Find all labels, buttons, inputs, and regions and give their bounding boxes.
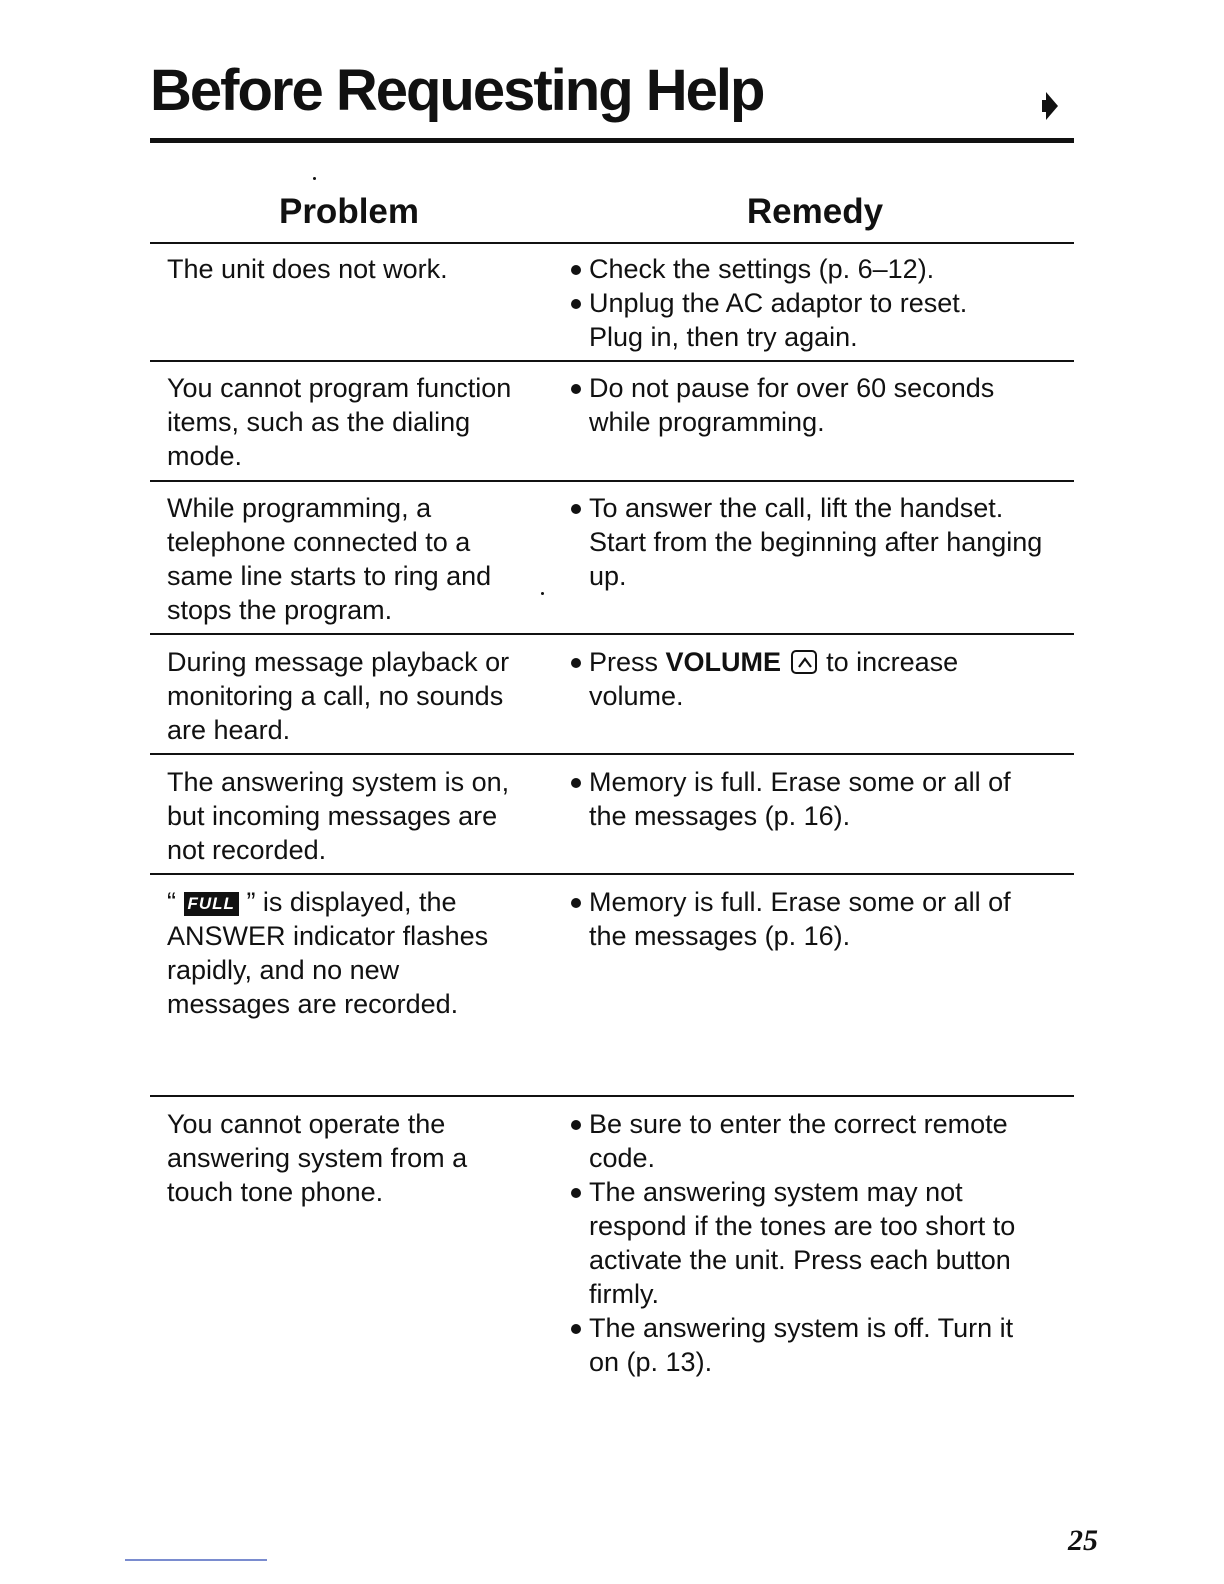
problem-text: The answering system is on, but incoming messages are not recorded. (167, 767, 510, 865)
problem-text (167, 885, 547, 1021)
row-divider (150, 873, 1074, 875)
remedy-column-header: Remedy (746, 192, 884, 231)
list-item (568, 371, 1074, 439)
remedy-text: To answer the call, lift the handset. Start from the beginning after hanging up. (589, 493, 1043, 591)
volume-up-key-icon (791, 650, 817, 674)
remedy-list (568, 645, 1074, 713)
problem-column-header: Problem (278, 192, 420, 231)
list-item (568, 765, 1074, 833)
header-rule (150, 242, 1074, 244)
volume-key-label: VOLUME (665, 647, 782, 677)
list-item (568, 885, 1074, 953)
problem-rest-text: ” is displayed, the ANSWER indicator flashes rapidly, and no new messages are recorded. (167, 887, 489, 1019)
bullet-icon (571, 658, 581, 668)
problem-text: You cannot program function items, such as the dialing mode. (167, 373, 512, 471)
row-divider (150, 480, 1074, 482)
row-divider (150, 360, 1074, 362)
page-number: 25 (1068, 1524, 1098, 1557)
bullet-icon (571, 265, 581, 275)
remedy-list (568, 371, 1074, 439)
problem-text: You cannot operate the answering system from a touch tone phone. (167, 1109, 468, 1207)
title-rule (150, 138, 1074, 143)
speck (541, 592, 544, 595)
remedy-text: The answering system is off. Turn it on (p. 13). (589, 1313, 1014, 1377)
remedy-text: to increase volume. (589, 647, 959, 711)
remedy-text: Be sure to enter the correct remote code. (589, 1109, 1008, 1173)
list-item (568, 1175, 1074, 1311)
list-item (568, 252, 1074, 286)
remedy-text: Check the settings (p. 6–12). (589, 254, 935, 284)
remedy-list (568, 765, 1074, 833)
remedy-list (568, 491, 1074, 593)
remedy-list (568, 252, 1074, 354)
remedy-text: Memory is full. Erase some or all of the messages (p. 16). (589, 887, 1011, 951)
remedy-text: Do not pause for over 60 seconds while programming. (589, 373, 995, 437)
problem-text: While programming, a telephone connected to a same line starts to ring and stops the program. (167, 493, 492, 625)
bullet-icon (571, 1324, 581, 1334)
row-divider (150, 633, 1074, 635)
bullet-icon (571, 299, 581, 309)
problem-text: During message playback or monitoring a call, no sounds are heard. (167, 647, 510, 745)
memory-full-icon: FULL (184, 892, 239, 916)
bullet-icon (571, 898, 581, 908)
list-item (568, 286, 1074, 354)
bullet-icon (571, 778, 581, 788)
list-item (568, 1107, 1074, 1175)
remedy-text: Memory is full. Erase some or all of the messages (p. 16). (589, 767, 1011, 831)
list-item (568, 645, 1074, 713)
page-title: Before Requesting Help (150, 58, 764, 123)
remedy-list (568, 885, 1074, 953)
list-item (568, 1311, 1074, 1379)
speck (313, 177, 316, 180)
bullet-icon (571, 384, 581, 394)
corner-mark (125, 1559, 267, 1561)
bullet-icon (571, 1188, 581, 1198)
row-divider (150, 1095, 1074, 1097)
remedy-text: Unplug the AC adaptor to reset. Plug in, then try again. (589, 288, 968, 352)
list-item (568, 491, 1074, 593)
bullet-icon (571, 504, 581, 514)
remedy-list (568, 1107, 1074, 1379)
bullet-icon (571, 1120, 581, 1130)
continue-arrow-icon (1040, 92, 1060, 120)
remedy-press-text: Press (589, 647, 666, 677)
row-divider (150, 753, 1074, 755)
problem-text: The unit does not work. (167, 254, 448, 284)
problem-open-quote: “ (167, 887, 184, 917)
remedy-text: The answering system may not respond if the tones are too short to activate the unit. Press each button firmly. (589, 1177, 1016, 1309)
